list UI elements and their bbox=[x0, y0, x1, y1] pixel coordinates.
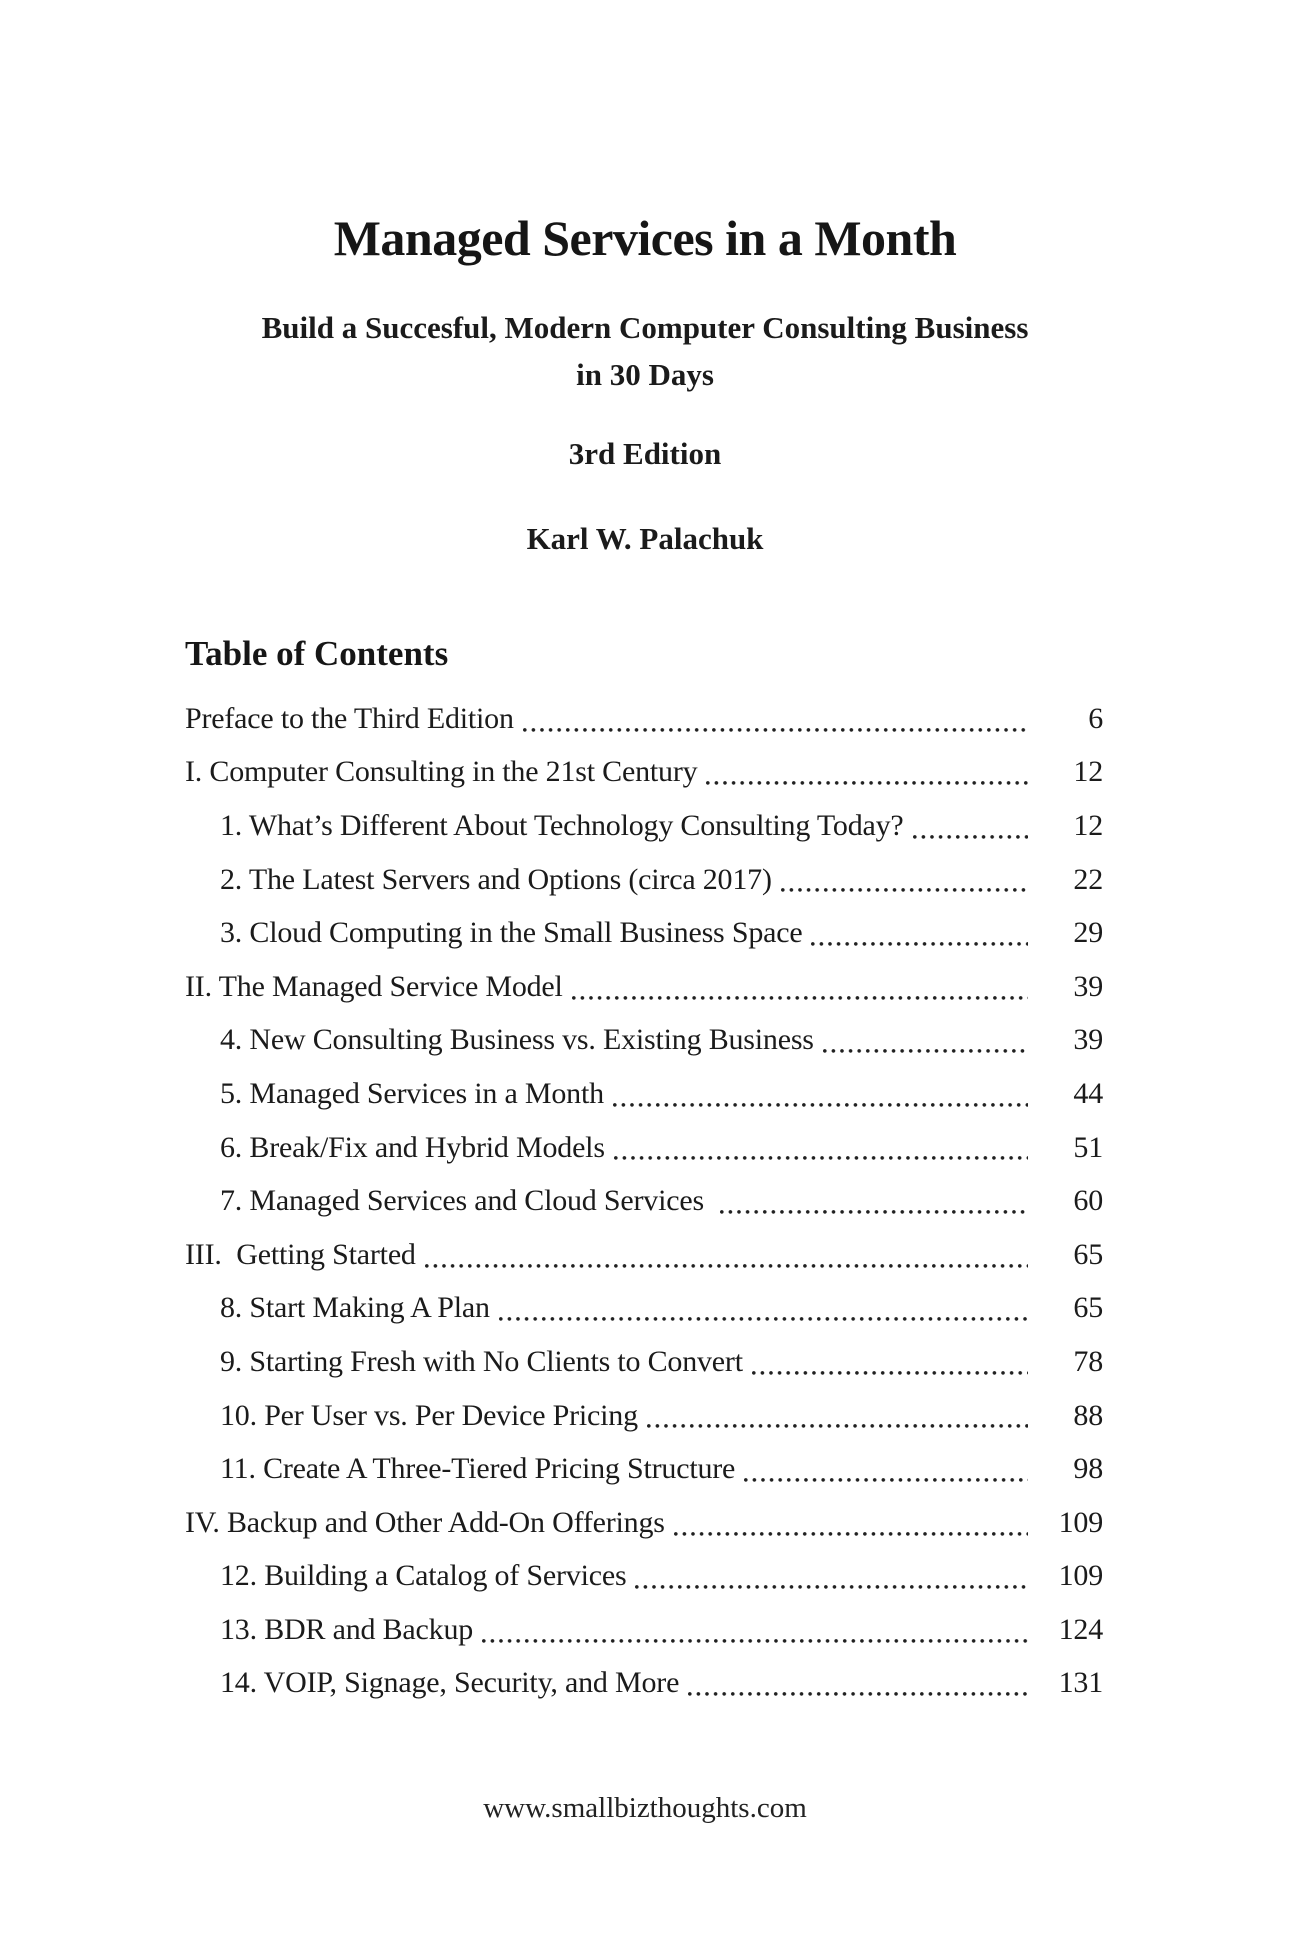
toc-entry-label: I. Computer Consulting in the 21st Century bbox=[185, 755, 698, 789]
toc-leader-dots bbox=[720, 1174, 1028, 1228]
toc-leader-dots bbox=[811, 906, 1028, 960]
toc-entry-label: 3. Cloud Computing in the Small Business Space bbox=[220, 916, 803, 950]
toc-entry bbox=[185, 853, 1103, 907]
toc-entry-page-number: 78 bbox=[1073, 1344, 1103, 1378]
toc-leader-dots bbox=[781, 853, 1028, 907]
toc-entry bbox=[185, 1603, 1103, 1657]
book-subtitle-line-1: Build a Succesful, Modern Computer Consulting Business bbox=[261, 310, 1029, 345]
toc-entry bbox=[185, 1228, 1103, 1282]
toc-entry-page-number: 22 bbox=[1073, 862, 1103, 896]
toc-entry bbox=[185, 692, 1103, 746]
toc-entry bbox=[185, 1121, 1103, 1175]
toc-entry-page-number: 88 bbox=[1073, 1398, 1103, 1432]
toc-leader-dots bbox=[706, 746, 1028, 800]
toc-entry-page-number: 51 bbox=[1073, 1130, 1103, 1164]
toc-entry bbox=[185, 960, 1103, 1014]
toc-entry-page-number: 98 bbox=[1073, 1452, 1103, 1486]
toc-entry-page-number: 65 bbox=[1073, 1291, 1103, 1325]
toc-entry-label: IV. Backup and Other Add-On Offerings bbox=[185, 1505, 665, 1539]
toc-entry-page-number: 44 bbox=[1073, 1076, 1103, 1110]
toc-leader-dots bbox=[523, 692, 1028, 746]
toc-leader-dots bbox=[752, 1335, 1028, 1389]
author-name: Karl W. Palachuk bbox=[526, 521, 764, 556]
toc-leader-dots bbox=[647, 1389, 1028, 1443]
toc-entry-label: 6. Break/Fix and Hybrid Models bbox=[220, 1130, 605, 1164]
toc-entry-label: III. Getting Started bbox=[185, 1237, 416, 1271]
toc-entry-page-number: 60 bbox=[1073, 1184, 1103, 1218]
toc-leader-dots bbox=[674, 1496, 1028, 1550]
toc-entry bbox=[185, 1014, 1103, 1068]
toc-entry-page-number: 65 bbox=[1073, 1237, 1103, 1271]
toc-entry bbox=[185, 799, 1103, 853]
toc-entry-page-number: 39 bbox=[1073, 969, 1103, 1003]
toc-entry bbox=[185, 1389, 1103, 1443]
toc-leader-dots bbox=[572, 960, 1028, 1014]
toc-entry bbox=[185, 1442, 1103, 1496]
toc-entry bbox=[185, 1496, 1103, 1550]
toc-entry bbox=[185, 1335, 1103, 1389]
toc-entry bbox=[185, 1550, 1103, 1604]
toc-entry-label: 1. What’s Different About Technology Consulting Today? bbox=[220, 808, 904, 842]
toc-entry-label: 5. Managed Services in a Month bbox=[220, 1076, 604, 1110]
toc-entry-label: 4. New Consulting Business vs. Existing Business bbox=[220, 1023, 814, 1057]
toc-entry-page-number: 131 bbox=[1058, 1666, 1103, 1700]
toc-leader-dots bbox=[425, 1228, 1028, 1282]
toc-entry-page-number: 109 bbox=[1058, 1505, 1103, 1539]
toc-leader-dots bbox=[613, 1067, 1028, 1121]
toc-entry bbox=[185, 1174, 1103, 1228]
toc-leader-dots bbox=[744, 1442, 1028, 1496]
toc-entry-page-number: 29 bbox=[1073, 916, 1103, 950]
toc-entry-label: 13. BDR and Backup bbox=[220, 1612, 474, 1646]
book-subtitle bbox=[0, 304, 1290, 398]
toc-leader-dots bbox=[823, 1014, 1028, 1068]
toc-entry-label: 10. Per User vs. Per Device Pricing bbox=[220, 1398, 638, 1432]
toc-entry-page-number: 12 bbox=[1073, 755, 1103, 789]
edition-label: 3rd Edition bbox=[568, 436, 722, 471]
toc-leader-dots bbox=[635, 1550, 1028, 1604]
toc-entry-label: 2. The Latest Servers and Options (circa 2017) bbox=[220, 862, 772, 896]
toc-entry-page-number: 39 bbox=[1073, 1023, 1103, 1057]
toc-entry-label: 12. Building a Catalog of Services bbox=[220, 1559, 627, 1593]
toc-leader-dots bbox=[614, 1121, 1028, 1175]
toc-entry bbox=[185, 906, 1103, 960]
toc-entry-label: 9. Starting Fresh with No Clients to Convert bbox=[220, 1344, 743, 1378]
toc-entry bbox=[185, 746, 1103, 800]
toc-heading: Table of Contents bbox=[185, 634, 449, 673]
toc-leader-dots bbox=[913, 799, 1028, 853]
toc-entry bbox=[185, 1657, 1103, 1711]
toc-leader-dots bbox=[499, 1282, 1028, 1336]
toc-entry bbox=[185, 1282, 1103, 1336]
toc-entry bbox=[185, 1067, 1103, 1121]
toc-entry-page-number: 124 bbox=[1058, 1612, 1103, 1646]
footer-url: www.smallbizthoughts.com bbox=[483, 1792, 807, 1824]
toc-entry-page-number: 12 bbox=[1073, 808, 1103, 842]
toc-entry-page-number: 109 bbox=[1058, 1559, 1103, 1593]
toc-leader-dots bbox=[688, 1657, 1028, 1711]
toc-entry-label: II. The Managed Service Model bbox=[185, 969, 563, 1003]
toc-list bbox=[185, 692, 1103, 1710]
book-subtitle-line-2: in 30 Days bbox=[576, 357, 714, 392]
toc-entry-label: 8. Start Making A Plan bbox=[220, 1291, 490, 1325]
toc-entry-page-number: 6 bbox=[1088, 701, 1103, 735]
toc-entry-label: 14. VOIP, Signage, Security, and More bbox=[220, 1666, 680, 1700]
book-title: Managed Services in a Month bbox=[333, 210, 957, 266]
toc-entry-label: Preface to the Third Edition bbox=[185, 701, 514, 735]
toc-leader-dots bbox=[482, 1603, 1028, 1657]
toc-entry-label: 11. Create A Three-Tiered Pricing Structure bbox=[220, 1452, 736, 1486]
toc-entry-label: 7. Managed Services and Cloud Services bbox=[220, 1184, 712, 1218]
